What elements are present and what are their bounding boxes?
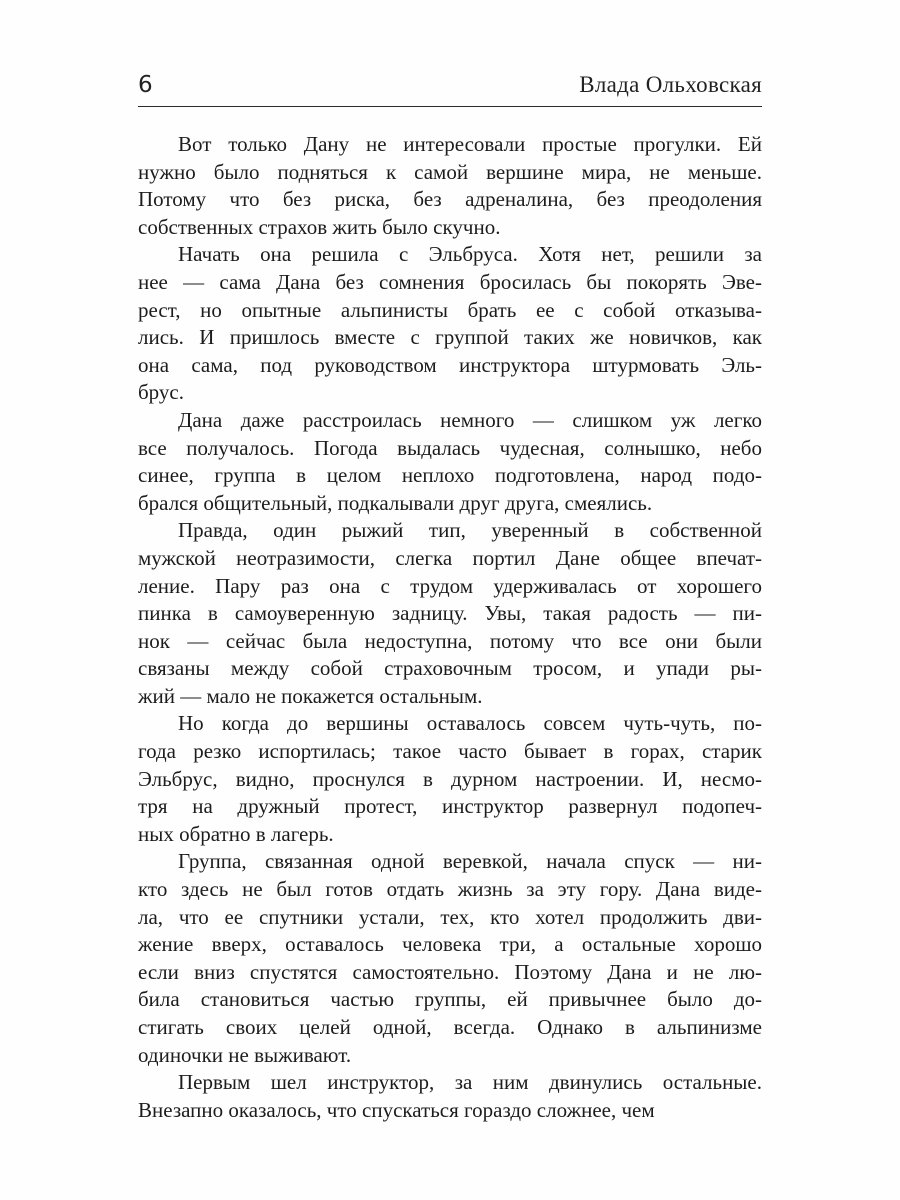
text-line: Вот только Дану не интересовали простые прогулки. Ей [178, 132, 762, 156]
text-line: кто здесь не был готов отдать жизнь за эту гору. Дана виде- [138, 877, 762, 902]
text-line: Эльбрус, видно, проснулся в дурном настроении. И, несмо- [138, 766, 762, 791]
paragraph [138, 848, 762, 1069]
running-header [138, 72, 762, 98]
text-line: Дана даже расстроилась немного — слишком уж легко [178, 407, 762, 432]
text-line: одиночки не выживают. [138, 1042, 352, 1067]
text-line: ление. Пару раз она с трудом удерживалась от хорошего [138, 573, 762, 598]
text-line: нужно было подняться к самой вершине мира, не меньше. [138, 159, 762, 184]
paragraph [138, 241, 762, 407]
paragraph [138, 517, 762, 710]
text-line: собственных страхов жить было скучно. [138, 214, 501, 239]
text-line: нее — сама Дана без сомнения бросилась бы покорять Эве- [138, 269, 762, 294]
text-line: Потому что без риска, без адреналина, без преодоления [138, 187, 762, 212]
text-line: ных обратно в лагерь. [138, 821, 334, 846]
text-line: связаны между собой страховочным тросом, и упади ры- [138, 656, 762, 681]
author-name: Влада Ольховская [579, 72, 762, 97]
text-line: Внезапно оказалось, что спускаться гораздо сложнее, чем [138, 1097, 655, 1122]
text-line: нок — сейчас была недоступна, потому что все они были [138, 628, 762, 653]
text-line: Начать она решила с Эльбруса. Хотя нет, решили за [178, 242, 762, 267]
text-line: лись. И пришлось вместе с группой таких же новичков, как [138, 325, 762, 350]
paragraph [138, 131, 762, 241]
text-line: Но когда до вершины оставалось совсем чуть-чуть, по- [178, 711, 762, 736]
paragraph [138, 710, 762, 848]
text-line: рест, но опытные альпинисты брать ее с собой отказыва- [138, 297, 762, 322]
text-line: все получалось. Погода выдалась чудесная, солнышко, небо [138, 435, 762, 460]
text-line: если вниз спустятся самостоятельно. Поэтому Дана и не лю- [138, 959, 762, 984]
text-line: пинка в самоуверенную задницу. Увы, такая радость — пи- [138, 601, 762, 626]
text-line: синее, группа в целом неплохо подготовлена, народ подо- [138, 463, 762, 488]
text-line: мужской неотразимости, слегка портил Дане общее впечат- [138, 545, 762, 570]
text-line: ла, что ее спутники устали, тех, кто хотел продолжить дви- [138, 904, 762, 929]
text-line: тря на дружный протест, инструктор развернул подопеч- [138, 794, 762, 819]
text-line: жение вверх, оставалось человека три, а остальные хорошо [138, 932, 762, 957]
text-line: жий — мало не покажется остальным. [138, 683, 483, 708]
text-line: Правда, один рыжий тип, уверенный в собственной [178, 518, 762, 543]
page-body [138, 131, 762, 1124]
text-line: Группа, связанная одной веревкой, начала спуск — ни- [178, 849, 762, 874]
text-line: брался общительный, подкалывали друг друга, смеялись. [138, 490, 653, 515]
header-rule [138, 106, 762, 107]
paragraph [138, 407, 762, 517]
text-line: года резко испортилась; такое часто бывает в горах, старик [138, 739, 762, 764]
text-line: стигать своих целей одной, всегда. Однако в альпинизме [138, 1015, 762, 1039]
text-line: брус. [138, 380, 184, 405]
text-line: Первым шел инструктор, за ним двинулись остальные. [178, 1070, 762, 1095]
paragraph [138, 1069, 762, 1124]
text-line: она сама, под руководством инструктора штурмовать Эль- [138, 352, 762, 377]
text-line: била становиться частью группы, ей привычнее было до- [138, 987, 762, 1012]
page-number: 6 [138, 72, 154, 98]
